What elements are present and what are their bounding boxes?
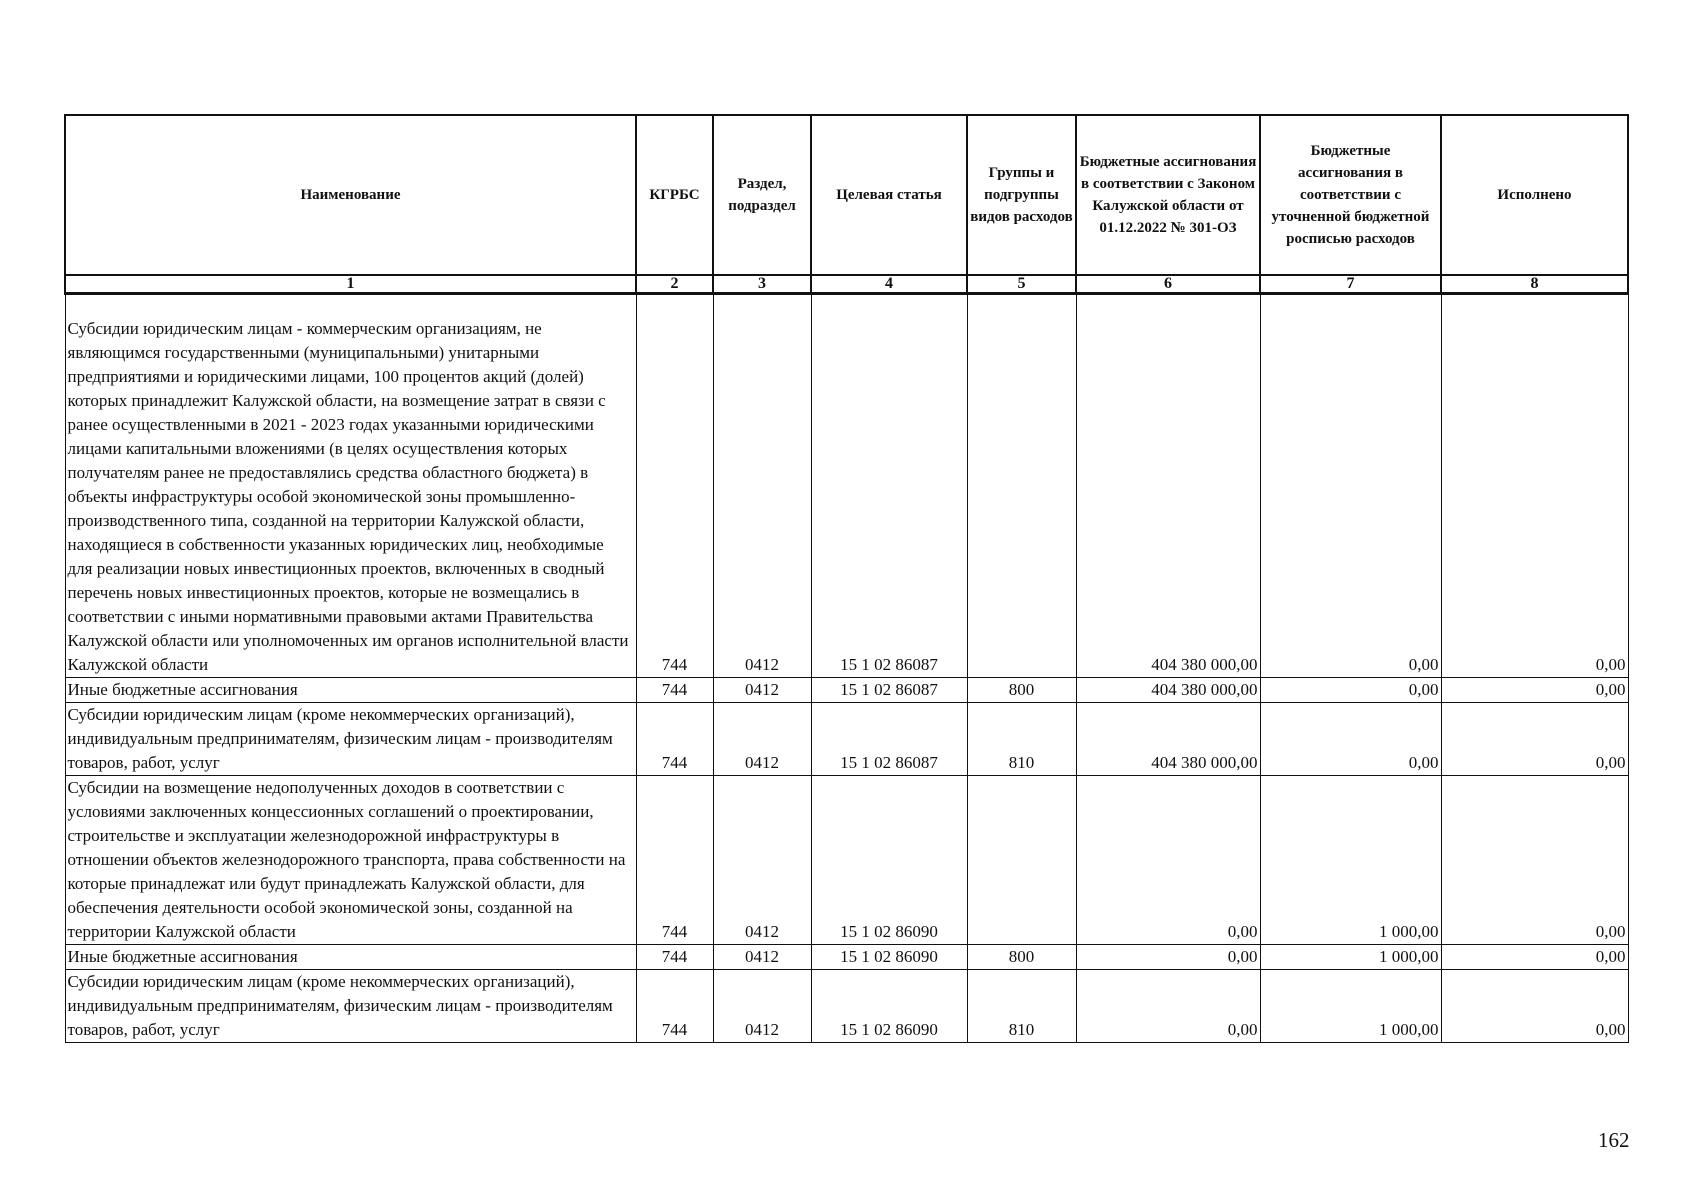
row-law-amount: 404 380 000,00 <box>1076 294 1260 678</box>
table-row <box>65 678 1628 703</box>
row-law-amount: 0,00 <box>1076 970 1260 1043</box>
row-section: 0412 <box>713 776 811 945</box>
column-number: 6 <box>1076 275 1260 294</box>
column-number: 7 <box>1260 275 1441 294</box>
row-name: Субсидии на возмещение недополученных доходов в соответствии с условиями заключенных концессионных соглашений о проектировании, строительстве и эксплуатации железнодорожной инфраструктуры в отношении объектов железнодорожного транспорта, права собственности на которые принадлежат или будут принадлежать Калужской области, для обеспечения деятельности особой экономической зоны, созданной на территории Калужской области <box>65 776 636 945</box>
header-refined-allocations: Бюджетные ассигнования в соответствии с уточненной бюджетной росписью расходов <box>1260 115 1441 275</box>
row-group: 800 <box>967 945 1076 970</box>
header-name: Наименование <box>65 115 636 275</box>
row-refined-amount: 0,00 <box>1260 703 1441 776</box>
row-section: 0412 <box>713 970 811 1043</box>
row-section: 0412 <box>713 945 811 970</box>
row-target: 15 1 02 86087 <box>811 703 967 776</box>
row-name: Субсидии юридическим лицам (кроме некоммерческих организаций), индивидуальным предпринимателям, физическим лицам - производителям товаров, работ, услуг <box>65 703 636 776</box>
row-law-amount: 0,00 <box>1076 776 1260 945</box>
row-refined-amount: 1 000,00 <box>1260 945 1441 970</box>
row-refined-amount: 1 000,00 <box>1260 970 1441 1043</box>
row-target: 15 1 02 86087 <box>811 678 967 703</box>
header-kgrbs: КГРБС <box>636 115 713 275</box>
row-name: Иные бюджетные ассигнования <box>65 678 636 703</box>
row-kgrbs: 744 <box>636 945 713 970</box>
row-target: 15 1 02 86090 <box>811 776 967 945</box>
row-section: 0412 <box>713 703 811 776</box>
table-row <box>65 703 1628 776</box>
row-kgrbs: 744 <box>636 678 713 703</box>
row-target: 15 1 02 86090 <box>811 945 967 970</box>
row-law-amount: 404 380 000,00 <box>1076 703 1260 776</box>
row-group <box>967 294 1076 678</box>
row-refined-amount: 1 000,00 <box>1260 776 1441 945</box>
row-group: 810 <box>967 703 1076 776</box>
row-refined-amount: 0,00 <box>1260 678 1441 703</box>
row-refined-amount: 0,00 <box>1260 294 1441 678</box>
row-section: 0412 <box>713 678 811 703</box>
table-row <box>65 970 1628 1043</box>
row-group <box>967 776 1076 945</box>
header-target: Целевая статья <box>811 115 967 275</box>
row-name: Субсидии юридическим лицам - коммерческим организациям, не являющимся государственными (муниципальными) унитарными предприятиями и юридическими лицами, 100 процентов акций (долей) которых принадлежит Калужской области, на возмещение затрат в связи с ранее осуществленными в 2021 - 2023 годах указанными юридическими лицами капитальными вложениями (в целях осуществления которых получателям ранее не предоставлялись средства областного бюджета) в объекты инфраструктуры особой экономической зоны промышленно-производственного типа, созданной на территории Калужской области, находящиеся в собственности указанных юридических лиц, необходимые для реализации новых инвестиционных проектов, включенных в сводный перечень новых инвестиционных проектов, которые не возмещались в соответствии с иными нормативными правовыми актами Правительства Калужской области или уполномоченных им органов исполнительной власти Калужской области <box>65 294 636 678</box>
header-executed: Исполнено <box>1441 115 1628 275</box>
column-number: 2 <box>636 275 713 294</box>
header-section: Раздел, подраздел <box>713 115 811 275</box>
table-row <box>65 294 1628 678</box>
row-group: 800 <box>967 678 1076 703</box>
column-number: 1 <box>65 275 636 294</box>
header-law-allocations: Бюджетные ассигнования в соответствии с Законом Калужской области от 01.12.2022 № 301-ОЗ <box>1076 115 1260 275</box>
table-row <box>65 945 1628 970</box>
row-executed-amount: 0,00 <box>1441 703 1628 776</box>
row-law-amount: 0,00 <box>1076 945 1260 970</box>
row-target: 15 1 02 86087 <box>811 294 967 678</box>
column-number: 5 <box>967 275 1076 294</box>
row-target: 15 1 02 86090 <box>811 970 967 1043</box>
budget-table <box>64 114 1629 1043</box>
row-group: 810 <box>967 970 1076 1043</box>
row-executed-amount: 0,00 <box>1441 294 1628 678</box>
row-name: Субсидии юридическим лицам (кроме некоммерческих организаций), индивидуальным предпринимателям, физическим лицам - производителям товаров, работ, услуг <box>65 970 636 1043</box>
column-number: 4 <box>811 275 967 294</box>
row-kgrbs: 744 <box>636 703 713 776</box>
page-number: 162 <box>1598 1128 1630 1152</box>
row-executed-amount: 0,00 <box>1441 970 1628 1043</box>
row-executed-amount: 0,00 <box>1441 776 1628 945</box>
row-law-amount: 404 380 000,00 <box>1076 678 1260 703</box>
header-row <box>65 115 1628 275</box>
table-row <box>65 776 1628 945</box>
header-group: Группы и подгруппы видов расходов <box>967 115 1076 275</box>
column-number-row <box>65 275 1628 294</box>
column-number: 3 <box>713 275 811 294</box>
row-kgrbs: 744 <box>636 970 713 1043</box>
row-section: 0412 <box>713 294 811 678</box>
row-kgrbs: 744 <box>636 776 713 945</box>
row-executed-amount: 0,00 <box>1441 678 1628 703</box>
column-number: 8 <box>1441 275 1628 294</box>
row-name: Иные бюджетные ассигнования <box>65 945 636 970</box>
row-executed-amount: 0,00 <box>1441 945 1628 970</box>
row-kgrbs: 744 <box>636 294 713 678</box>
